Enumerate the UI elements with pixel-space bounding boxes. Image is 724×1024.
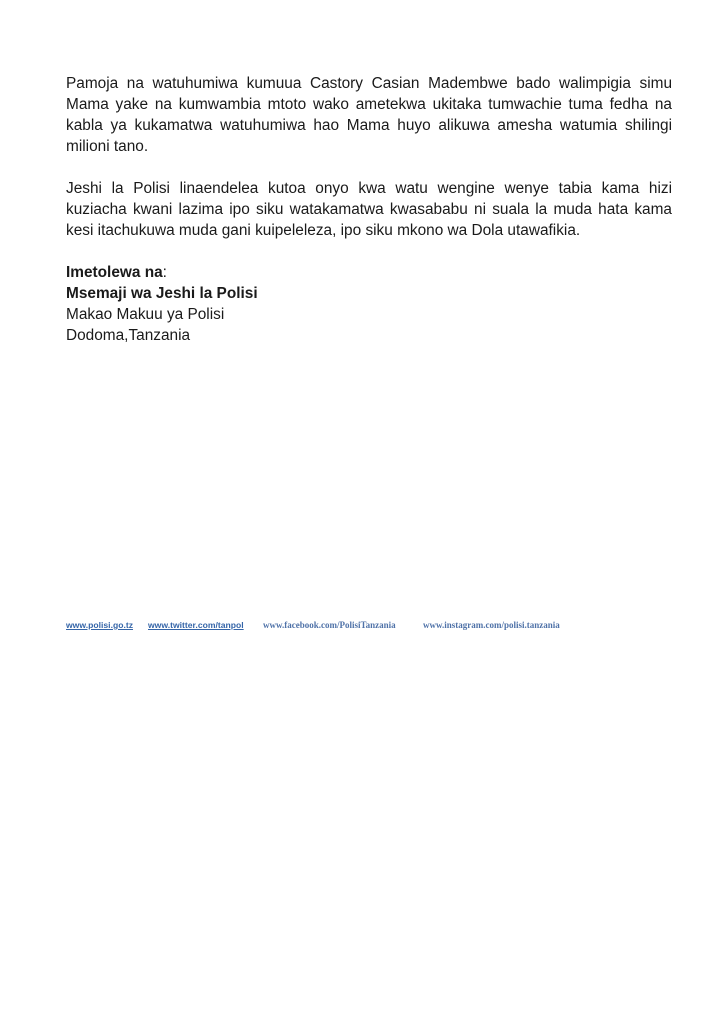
facebook-link[interactable]: www.facebook.com/PolisiTanzania	[263, 620, 396, 630]
signature-block	[66, 262, 672, 346]
issued-by-label: Imetolewa na	[66, 264, 163, 281]
paragraph-incident: Pamoja na watuhumiwa kumuua Castory Casian Madembwe bado walimpigia simu Mama yake na kumwambia mtoto wako ametekwa ukitaka tumwachie tuma fedha na kabla ya kukamatwa watuhumiwa hao Mama huyo alikuwa amesha watumia shilingi milioni tano.	[66, 75, 672, 155]
issued-by-line	[66, 262, 672, 283]
spokesperson-title: Msemaji wa Jeshi la Polisi	[66, 285, 258, 302]
document-body	[66, 73, 672, 346]
office-location: Dodoma,Tanzania	[66, 327, 191, 344]
issued-by-colon: :	[162, 264, 167, 281]
website-link[interactable]: www.polisi.go.tz	[66, 620, 133, 630]
paragraph-warning: Jeshi la Polisi linaendelea kutoa onyo kwa watu wengine wenye tabia kama hizi kuziacha kwani lazima ipo siku watakamatwa kwasababu ni suala la muda hata kama kesi itachukuwa muda gani kuipeleleza, ipo siku mkono wa Dola utawafikia.	[66, 180, 672, 239]
instagram-link[interactable]: www.instagram.com/polisi.tanzania	[423, 620, 560, 630]
twitter-link[interactable]: www.twitter.com/tanpol	[148, 620, 244, 630]
office-name: Makao Makuu ya Polisi	[66, 306, 225, 323]
